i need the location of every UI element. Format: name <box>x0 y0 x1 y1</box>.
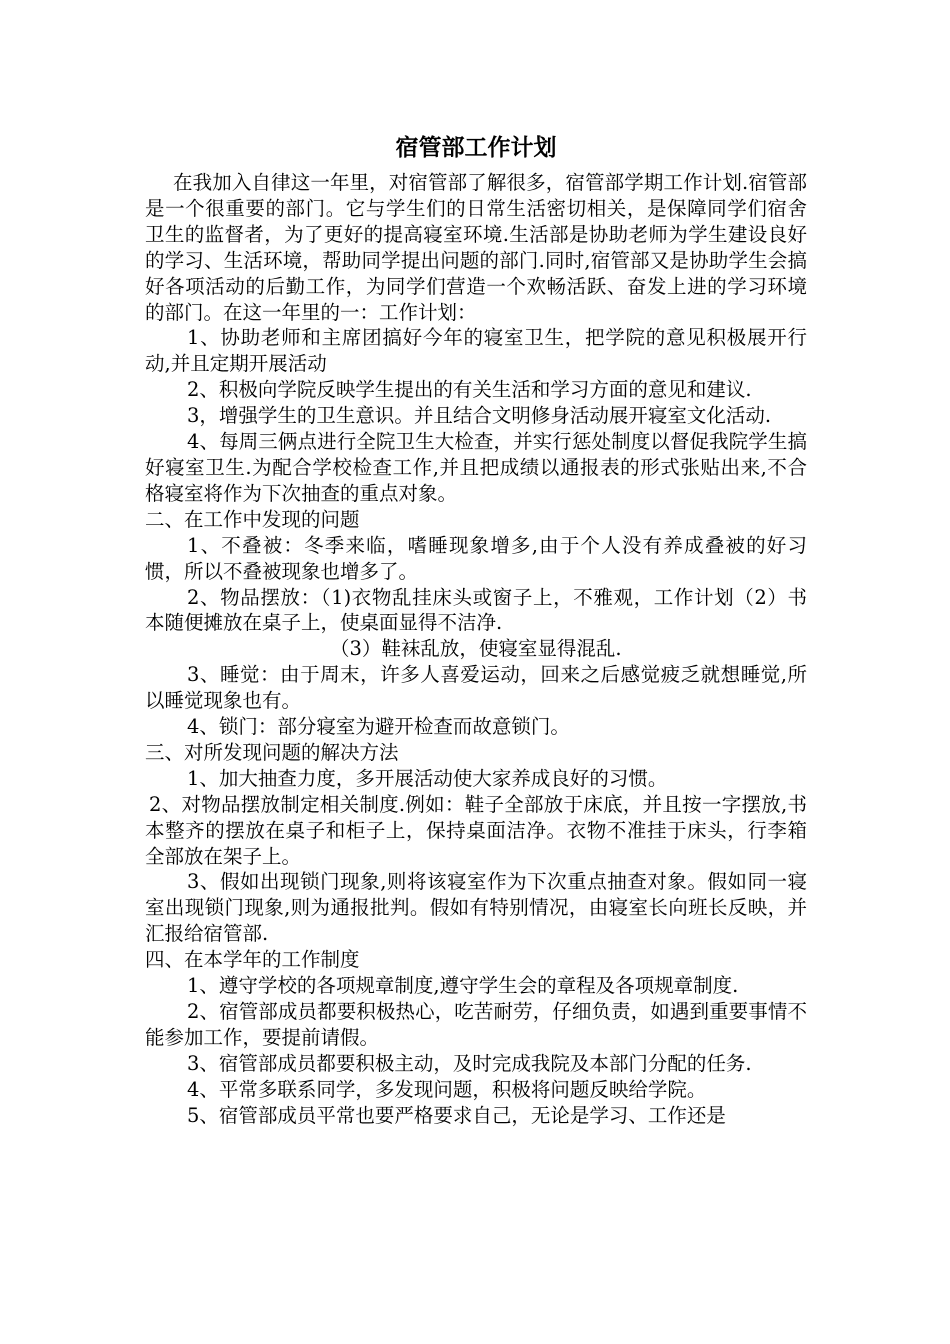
rule-item-2: 2、宿管部成员都要积极热心，吃苦耐劳，仔细负责，如遇到重要事情不能参加工作，要提前请假。 <box>145 1000 807 1049</box>
problem-item-4: 4、锁门：部分寝室为避开检查而故意锁门。 <box>187 715 570 739</box>
plan-item-2: 2、积极向学院反映学生提出的有关生活和学习方面的意见和建议. <box>187 378 752 402</box>
solution-item-3: 3、假如出现锁门现象,则将该寝室作为下次重点抽查对象。假如同一寝室出现锁门现象,则为通报批判。假如有特别情况，由寝室长向班长反映，并汇报给宿管部. <box>145 870 807 946</box>
section-heading-rules: 四、在本学年的工作制度 <box>145 948 360 972</box>
solution-item-2: 2、对物品摆放制定相关制度.例如：鞋子全部放于床底，并且按一字摆放,书本整齐的摆放在桌子和柜子上，保持桌面洁净。衣物不准挂于床头，行李箱全部放在架子上。 <box>145 792 807 868</box>
document-page <box>145 128 807 1129</box>
problem-item-1: 1、不叠被：冬季来临，嗜睡现象增多,由于个人没有养成叠被的好习惯，所以不叠被现象也增多了。 <box>145 533 807 583</box>
problem-item-2-sub: （3）鞋袜乱放，使寝室显得混乱. <box>330 637 622 661</box>
problem-item-3: 3、睡觉：由于周末，许多人喜爱运动，回来之后感觉疲乏就想睡觉,所以睡觉现象也有。 <box>145 663 807 713</box>
plan-item-4: 4、每周三俩点进行全院卫生大检查，并实行惩处制度以督促我院学生搞好寝室卫生.为配合学校检查工作,并且把成绩以通报表的形式张贴出来,不合格寝室将作为下次抽查的重点对象。 <box>145 430 807 505</box>
solution-item-1: 1、加大抽查力度，多开展活动使大家养成良好的习惯。 <box>187 766 668 790</box>
rule-item-3: 3、宿管部成员都要积极主动，及时完成我院及本部门分配的任务. <box>187 1051 752 1075</box>
intro-paragraph: 在我加入自律这一年里，对宿管部了解很多，宿管部学期工作计划.宿管部是一个很重要的部门。它与学生们的日常生活密切相关，是保障同学们宿舍卫生的监督者，为了更好的提高寝室环境.生活部是协助老师为学生建设良好的学习、生活环境，帮助同学提出问题的部门.同时,宿管部又是协助学生会搞好各项活动的后勤工作，为同学们营造一个欢畅活跃、奋发上进的学习环境的部门。在这一年里的一：工作计划： <box>145 171 807 324</box>
plan-item-3: 3，增强学生的卫生意识。并且结合文明修身活动展开寝室文化活动. <box>187 404 772 428</box>
rule-item-4: 4、平常多联系同学，多发现问题，积极将问题反映给学院。 <box>187 1077 707 1101</box>
rule-item-1: 1、遵守学校的各项规章制度,遵守学生会的章程及各项规章制度. <box>187 974 739 998</box>
document-title: 宿管部工作计划 <box>395 134 557 161</box>
rule-item-5: 5、宿管部成员平常也要严格要求自己，无论是学习、工作还是 <box>187 1103 726 1127</box>
problem-item-2: 2、物品摆放：（1)衣物乱挂床头或窗子上，不雅观，工作计划（2）书本随便摊放在桌子上，使桌面显得不洁净. <box>145 585 807 635</box>
section-heading-solutions: 三、对所发现问题的解决方法 <box>145 740 399 764</box>
plan-item-1: 1、协助老师和主席团搞好今年的寝室卫生，把学院的意见积极展开行动,并且定期开展活动 <box>145 326 807 376</box>
section-heading-problems: 二、在工作中发现的问题 <box>145 507 360 531</box>
